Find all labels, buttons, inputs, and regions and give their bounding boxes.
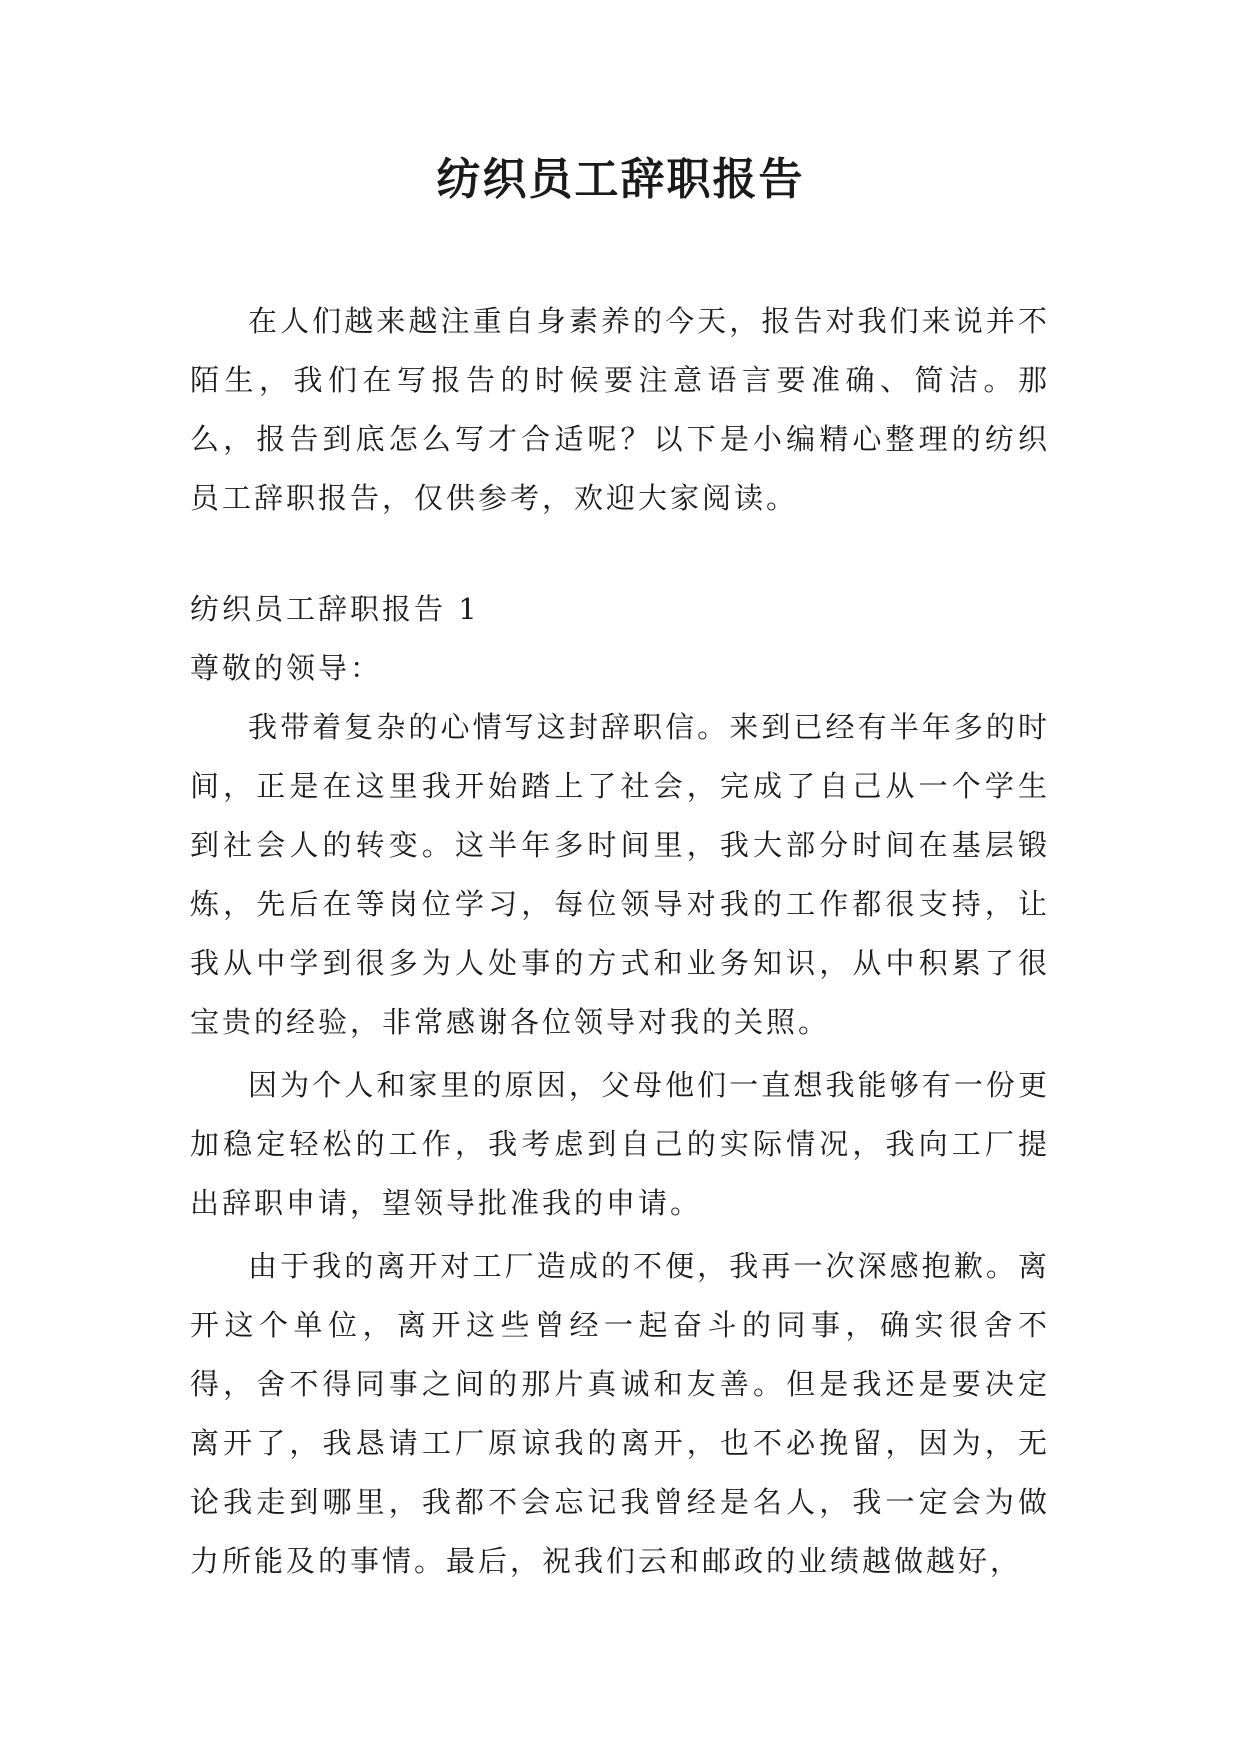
letter-paragraph-2: 因为个人和家里的原因，父母他们一直想我能够有一份更加稳定轻松的工作，我考虑到自己的实际情况，我向工厂提出辞职申请，望领导批准我的申请。 — [190, 1068, 1050, 1220]
intro-paragraph: 在人们越来越注重自身素养的今天，报告对我们来说并不陌生，我们在写报告的时候要注意语言要准确、简洁。那么，报告到底怎么写才合适呢？以下是小编精心整理的纺织员工辞职报告，仅供参考，欢迎大家阅读。 — [190, 304, 1050, 515]
letter-paragraph-3: 由于我的离开对工厂造成的不便，我再一次深感抱歉。离开这个单位，离开这些曾经一起奋斗的同事，确实很舍不得，舍不得同事之间的那片真诚和友善。但是我还是要决定离开了，我恳请工厂原谅我的离开，也不必挽留，因为，无论我走到哪里，我都不会忘记我曾经是名人，我一定会为做力所能及的事情。最后，祝我们云和邮政的业绩越做越好， — [190, 1249, 1050, 1578]
section-heading: 纺织员工辞职报告 1 — [190, 592, 480, 626]
salutation: 尊敬的领导： — [190, 651, 383, 685]
letter-section — [190, 580, 1050, 1591]
document-title: 纺织员工辞职报告 — [436, 154, 805, 205]
letter-paragraph-1: 我带着复杂的心情写这封辞职信。来到已经有半年多的时间，正是在这里我开始踏上了社会，完成了自己从一个学生到社会人的转变。这半年多时间里，我大部分时间在基层锻炼，先后在等岗位学习，每位领导对我的工作都很支持，让我从中学到很多为人处事的方式和业务知识，从中积累了很宝贵的经验，非常感谢各位领导对我的关照。 — [190, 710, 1050, 1039]
intro-section — [190, 292, 1050, 528]
